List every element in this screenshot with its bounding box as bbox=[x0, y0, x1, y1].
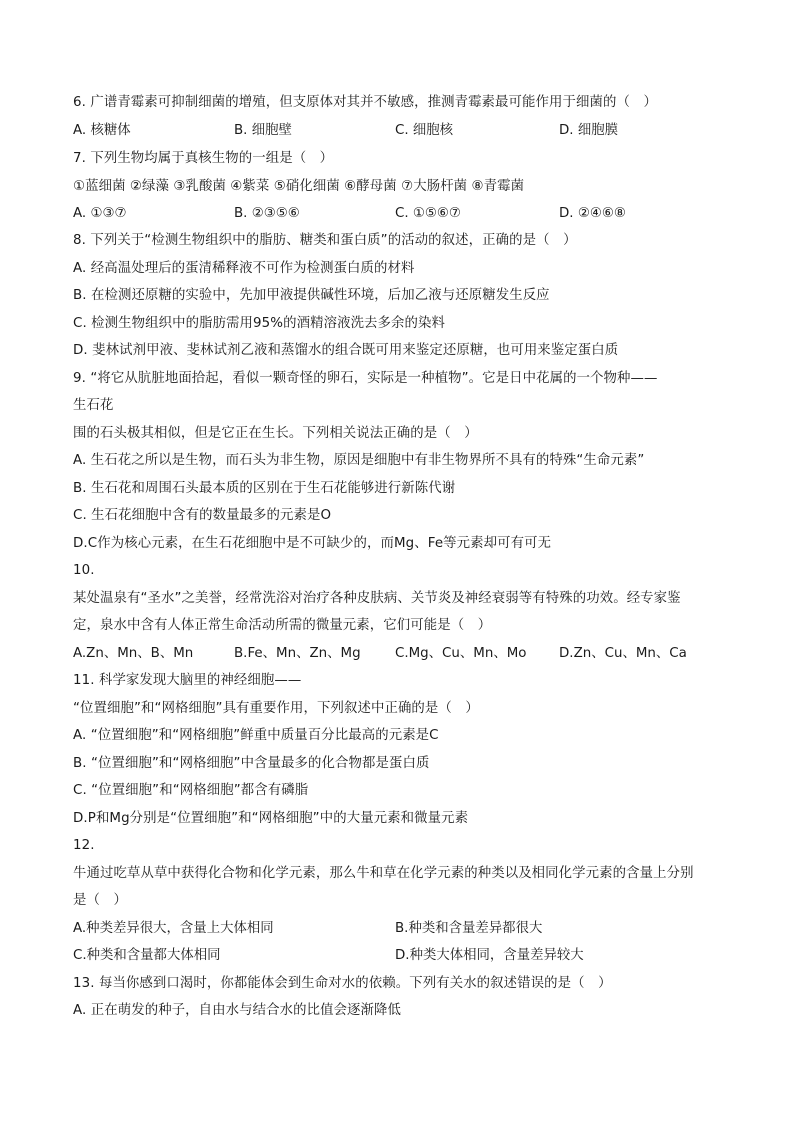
q6-option-d: D. 细胞膜 bbox=[559, 123, 618, 138]
q9-stem-line-2: 生石花 bbox=[73, 398, 114, 413]
q8-option-d: D. 斐林试剂甲液、斐林试剂乙液和蒸馏水的组合既可用来鉴定还原糖，也可用来鉴定蛋白质 bbox=[73, 343, 619, 358]
q8-stem: 8. 下列关于“检测生物组织中的脂肪、糖类和蛋白质”的活动的叙述，正确的是（ ） bbox=[73, 233, 577, 248]
q8-option-b: B. 在检测还原糖的实验中，先加甲液提供碱性环境，后加乙液与还原糖发生反应 bbox=[73, 288, 550, 303]
q12-stem-line-1: 牛通过吃草从草中获得化合物和化学元素，那么牛和草在化学元素的种类以及相同化学元素的含量上分别 bbox=[73, 866, 694, 881]
q12-number: 12. bbox=[73, 838, 95, 853]
q9-stem-line-3: 围的石头极其相似，但是它正在生长。下列相关说法正确的是（ ） bbox=[73, 426, 478, 441]
q7-option-c: C. ①⑤⑥⑦ bbox=[395, 206, 461, 221]
q10-stem-line-1: 某处温泉有“圣水”之美誉，经常洗浴对治疗各种皮肤病、关节炎及神经衰弱等有特殊的功效。经专家鉴 bbox=[73, 591, 681, 606]
q10-option-c: C.Mg、Cu、Mn、Mo bbox=[395, 646, 527, 661]
q12-option-a: A.种类差异很大，含量上大体相同 bbox=[73, 921, 274, 936]
q12-option-c: C.种类和含量都大体相同 bbox=[73, 948, 221, 963]
q6-option-b: B. 细胞壁 bbox=[234, 123, 292, 138]
q7-organism-list: ①蓝细菌 ②绿藻 ③乳酸菌 ④紫菜 ⑤硝化细菌 ⑥酵母菌 ⑦大肠杆菌 ⑧青霉菌 bbox=[73, 179, 525, 194]
q10-option-b: B.Fe、Mn、Zn、Mg bbox=[234, 646, 361, 661]
q9-option-d: D.C作为核心元素，在生石花细胞中是不可缺少的，而Mg、Fe等元素却可有可无 bbox=[73, 536, 552, 551]
q6-option-a: A. 核糖体 bbox=[73, 123, 131, 138]
q10-stem-line-2: 定，泉水中含有人体正常生命活动所需的微量元素，它们可能是（ ） bbox=[73, 618, 492, 633]
q7-option-a: A. ①③⑦ bbox=[73, 206, 127, 221]
q9-option-b: B. 生石花和周围石头最本质的区别在于生石花能够进行新陈代谢 bbox=[73, 481, 456, 496]
q7-stem: 7. 下列生物均属于真核生物的一组是（ ） bbox=[73, 151, 334, 166]
q11-option-a: A. “位置细胞”和“网格细胞”鲜重中质量百分比最高的元素是C bbox=[73, 728, 439, 743]
q11-option-c: C. “位置细胞”和“网格细胞”都含有磷脂 bbox=[73, 783, 309, 798]
q12-stem-line-2: 是（ ） bbox=[73, 893, 127, 908]
q7-option-b: B. ②③⑤⑥ bbox=[234, 206, 300, 221]
q10-option-d: D.Zn、Cu、Mn、Ca bbox=[559, 646, 687, 661]
q11-stem-line-2: “位置细胞”和“网格细胞”具有重要作用，下列叙述中正确的是（ ） bbox=[73, 701, 479, 716]
q13-stem: 13. 每当你感到口渴时，你都能体会到生命对水的依赖。下列有关水的叙述错误的是（ ） bbox=[73, 976, 612, 991]
q12-option-b: B.种类和含量差异都很大 bbox=[395, 921, 543, 936]
q11-stem-line-1: 11. 科学家发现大脑里的神经细胞—— bbox=[73, 673, 302, 688]
q11-option-b: B. “位置细胞”和“网格细胞”中含量最多的化合物都是蛋白质 bbox=[73, 756, 430, 771]
q8-option-c: C. 检测生物组织中的脂肪需用95%的酒精溶液洗去多余的染料 bbox=[73, 316, 445, 331]
q10-option-a: A.Zn、Mn、B、Mn bbox=[73, 646, 194, 661]
q10-number: 10. bbox=[73, 563, 95, 578]
q13-option-a: A. 正在萌发的种子，自由水与结合水的比值会逐渐降低 bbox=[73, 1003, 402, 1018]
q11-option-d: D.P和Mg分别是“位置细胞”和“网格细胞”中的大量元素和微量元素 bbox=[73, 811, 469, 826]
q8-option-a: A. 经高温处理后的蛋清稀释液不可作为检测蛋白质的材料 bbox=[73, 261, 415, 276]
q6-option-c: C. 细胞核 bbox=[395, 123, 454, 138]
q6-stem: 6. 广谱青霉素可抑制细菌的增殖，但支原体对其并不敏感，推测青霉素最可能作用于细菌的（ ） bbox=[73, 95, 657, 110]
q9-stem-line-1: 9. “将它从肮脏地面拾起，看似一颗奇怪的卵石，实际是一种植物”。它是日中花属的一个物种—— bbox=[73, 371, 658, 386]
q9-option-c: C. 生石花细胞中含有的数量最多的元素是O bbox=[73, 508, 332, 523]
q12-option-d: D.种类大体相同，含量差异较大 bbox=[395, 948, 584, 963]
q7-option-d: D. ②④⑥⑧ bbox=[559, 206, 626, 221]
q9-option-a: A. 生石花之所以是生物，而石头为非生物，原因是细胞中有非生物界所不具有的特殊“生命元素” bbox=[73, 453, 645, 468]
